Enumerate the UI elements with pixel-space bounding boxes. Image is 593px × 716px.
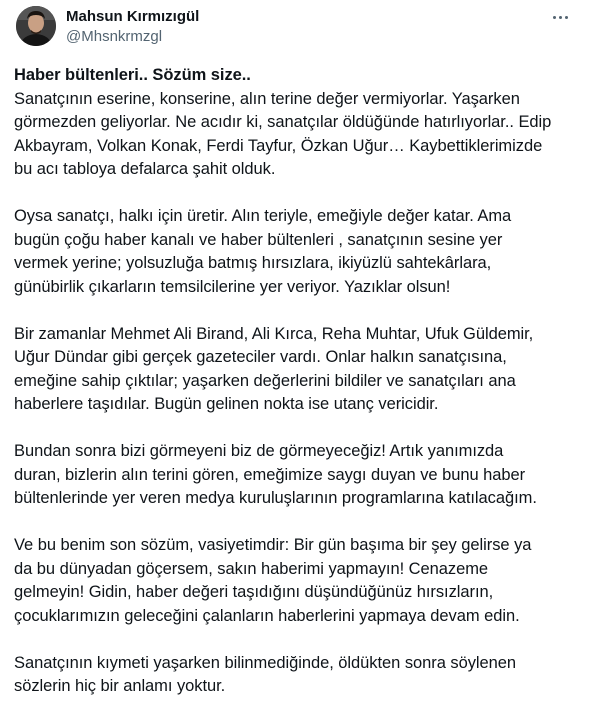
user-avatar-photo (16, 6, 56, 46)
more-horizontal-icon (551, 16, 569, 19)
tweet-paragraph: Sanatçının eserine, konserine, alın terine değer vermiyorlar. Yaşarken görmezden geliyorlar. Ne acıdır ki, sanatçılar öldüğünde hatırlıyorlar.. Edip Akbayram, Volkan Konak, Ferdi Tayfur, Özkan Uğur… Kaybettiklerimizde bu acı tabloya defalarca şahit olduk. (14, 89, 552, 178)
tweet-paragraph: Ve bu benim son sözüm, vasiyetimdir: Bir gün başıma bir şey gelirse ya da bu dünyadan göçersem, sakın haberimi yapmayın! Cenazeme gelmeyin! Gidin, haber değeri taşıdığını düşündüğünüz hırsızların, çocuklarımızın geleceğini çalanların haberlerini yapmaya devam edin. (14, 536, 532, 625)
user-handle[interactable]: @Mhsnkrmzgl (66, 28, 163, 45)
tweet-paragraph: Oysa sanatçı, halkı için üretir. Alın teriyle, emeğiyle değer katar. Ama bugün çoğu haber kanalı ve haber bültenleri , sanatçının sesine yer vermek yerine; yolsuzluğa batmış hırsızlara, ikiyüzlü sahtekârlara, günübirlik çıkarların temsilcilerine yer veriyor. Yazıklar olsun! (14, 207, 512, 296)
tweet-text (14, 64, 582, 699)
tweet-paragraph: Bundan sonra bizi görmeyeni biz de görmeyeceğiz! Artık yanımızda duran, bizlerin alın terini gören, emeğimize saygı duyan ve bunu haber bültenlerinde yer veren medya kuruluşlarının programlarına katılacağım. (14, 442, 537, 507)
tweet-paragraph: Bir zamanlar Mehmet Ali Birand, Ali Kırca, Reha Muhtar, Ufuk Güldemir, Uğur Dündar gibi gerçek gazeteciler vardı. Onlar halkın sanatçısına, emeğine sahip çıktılar; yaşarken değerlerini bildiler ve sanatçıları ana haberlere taşıdılar. Bugün gelinen nokta ise utanç vericidir. (14, 324, 534, 413)
more-options-button[interactable] (543, 6, 577, 28)
tweet-paragraph: Sanatçının kıymeti yaşarken bilinmediğinde, öldükten sonra söylenen sözlerin hiç bir anlamı yoktur. (14, 653, 517, 695)
user-block (66, 7, 199, 47)
tweet-headline: Haber bültenleri.. Sözüm size.. (14, 66, 251, 84)
tweet-header (16, 0, 577, 58)
avatar[interactable] (16, 6, 56, 46)
display-name[interactable]: Mahsun Kırmızıgül (66, 8, 200, 25)
